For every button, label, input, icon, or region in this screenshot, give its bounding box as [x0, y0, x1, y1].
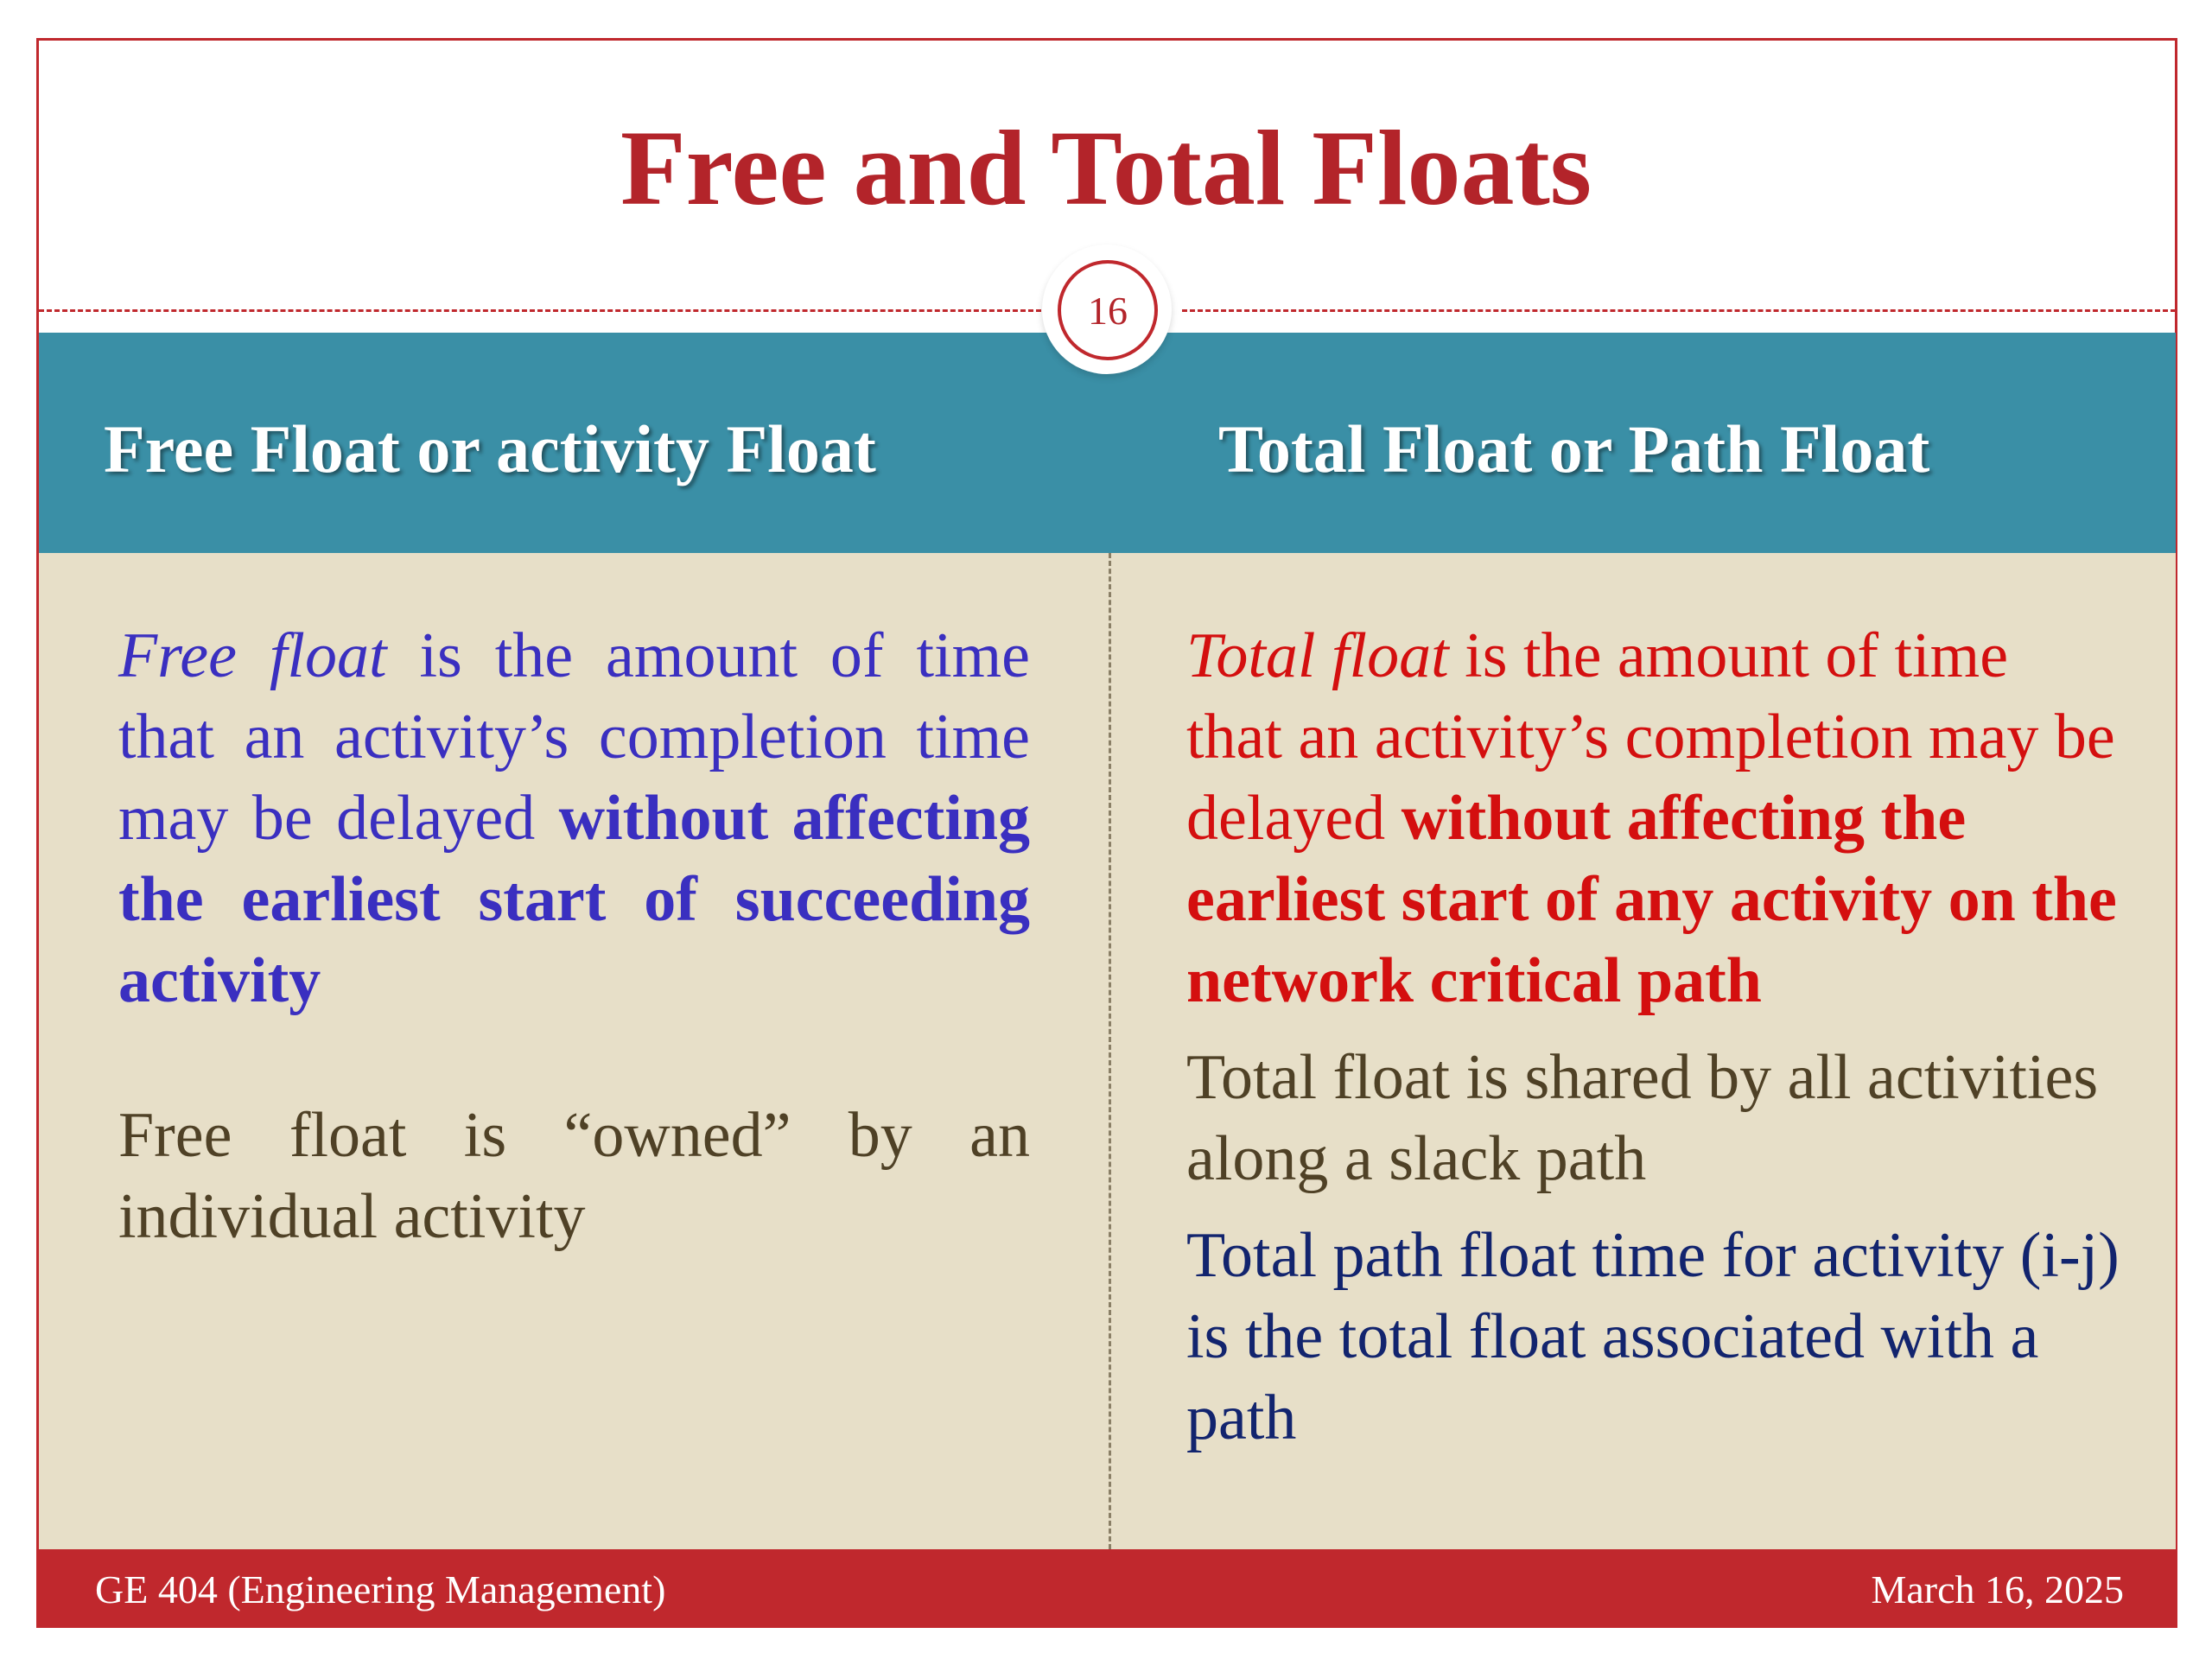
right-column-content [1186, 615, 2120, 1459]
total-path-float: Total path float time for activity (i-j) is the total float associated with a path [1186, 1220, 2120, 1453]
free-float-definition-emphasis: without affecting the earliest start of succeeding activity [118, 783, 1030, 1016]
footer-date: March 16, 2025 [1871, 1567, 2124, 1611]
total-float-definition-emphasis: without affecting the earliest start of any activity on the network critical path [1186, 783, 2117, 1016]
free-float-term: Free float [118, 620, 387, 691]
left-column-heading: Free Float or activity Float [104, 411, 876, 486]
free-float-definition-text: is the amount of time that an activity’s completion time may be delayed [118, 620, 1030, 854]
free-float-ownership: Free float is “owned” by an individual activity [118, 1100, 1030, 1252]
free-float-definition [118, 615, 1030, 1021]
title-divider-left [39, 309, 1041, 312]
page-number: 16 [1058, 260, 1158, 360]
title-divider-right [1182, 309, 2176, 312]
total-float-definition-text: is the amount of time that an activity’s completion may be delayed [1186, 620, 2115, 854]
left-column-content [118, 615, 1030, 1257]
page-number-badge [1042, 245, 1172, 374]
footer-course: GE 404 (Engineering Management) [95, 1567, 666, 1611]
column-divider [1109, 553, 1111, 1549]
total-float-term: Total float [1186, 620, 1449, 691]
total-float-definition [1186, 615, 2120, 1021]
right-column-heading: Total Float or Path Float [1218, 411, 1930, 486]
slide-title: Free and Total Floats [620, 109, 1592, 227]
total-float-shared: Total float is shared by all activities along a slack path [1186, 1042, 2099, 1194]
